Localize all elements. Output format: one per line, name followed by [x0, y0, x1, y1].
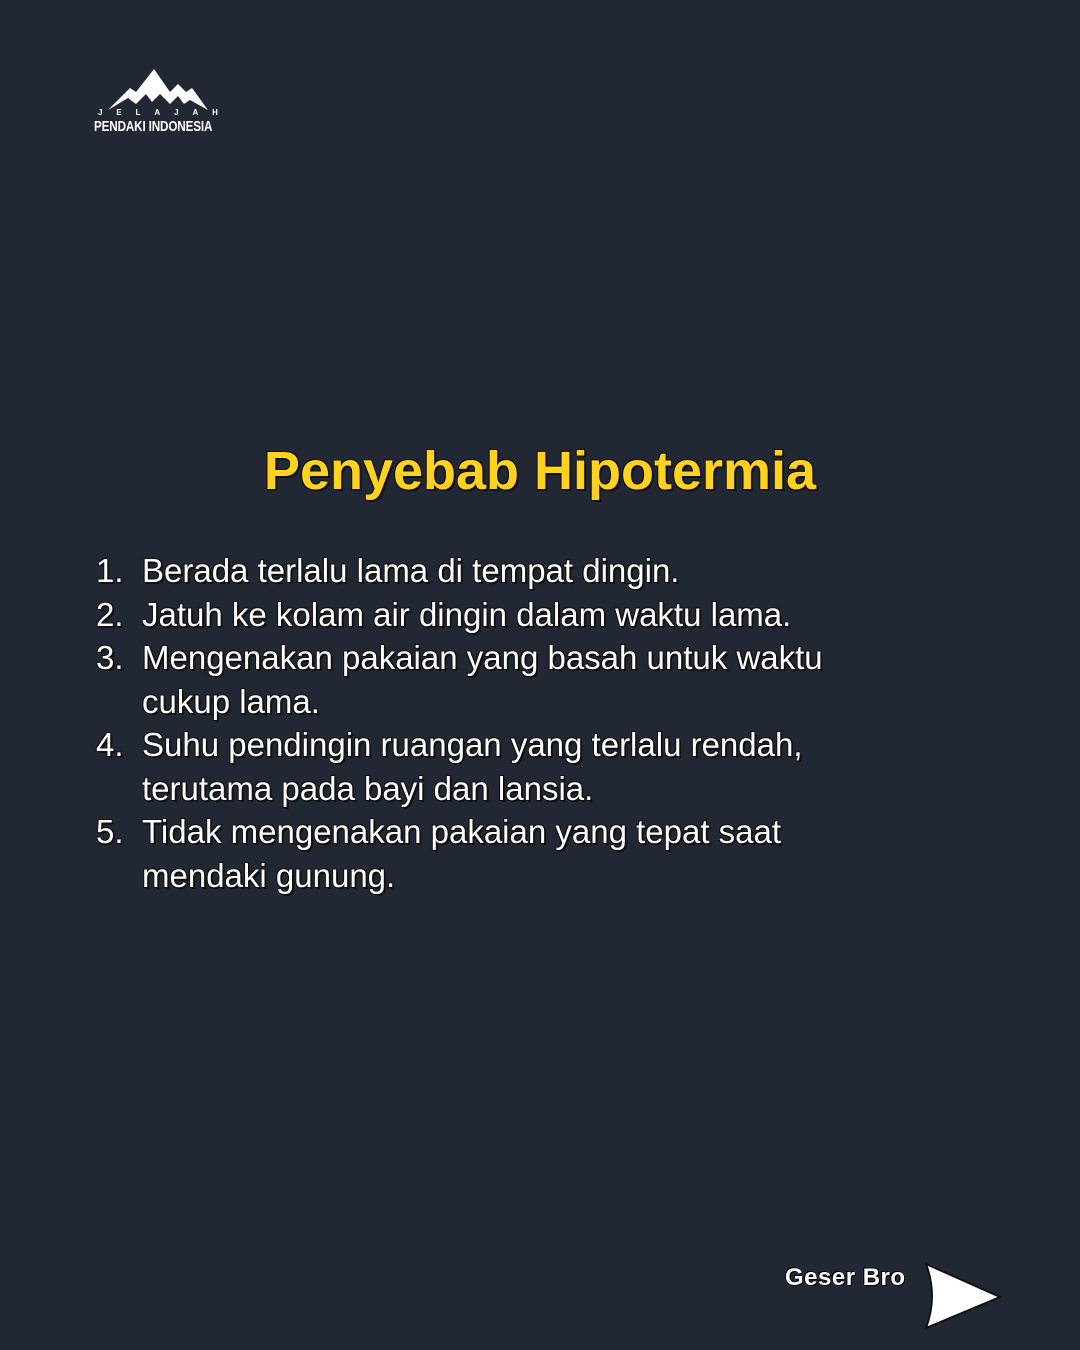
item-number: 1. — [96, 552, 124, 589]
brand-logo — [94, 66, 226, 138]
causes-list — [96, 549, 956, 897]
item-text: Jatuh ke kolam air dingin dalam waktu lama. — [142, 595, 792, 633]
next-slide-button[interactable] — [785, 1264, 906, 1292]
item-text: Mengenakan pakaian yang basah untuk waktu cukup lama. — [142, 639, 823, 720]
item-number: 4. — [96, 726, 124, 763]
item-text: Berada terlalu lama di tempat dingin. — [142, 552, 680, 589]
item-number: 3. — [96, 639, 124, 676]
arrow-right-icon — [922, 1263, 1002, 1329]
mountain-icon — [108, 66, 208, 110]
list-item — [96, 723, 956, 810]
item-text: Suhu pendingin ruangan yang terlalu rendah, terutama pada bayi dan lansia. — [142, 726, 803, 807]
list-item — [96, 549, 956, 593]
list-item — [96, 593, 956, 637]
list-item — [96, 636, 956, 723]
next-slide-label: Geser Bro — [785, 1264, 906, 1291]
item-number: 5. — [96, 813, 124, 850]
item-number: 2. — [96, 595, 124, 633]
page-title: Penyebab Hipotermia — [263, 441, 817, 501]
item-text: Tidak mengenakan pakaian yang tepat saat mendaki gunung. — [142, 813, 782, 894]
brand-subtitle: J E L A J A H — [98, 108, 218, 117]
list-item — [96, 810, 956, 897]
brand-name: PENDAKI INDONESIA — [94, 118, 213, 135]
